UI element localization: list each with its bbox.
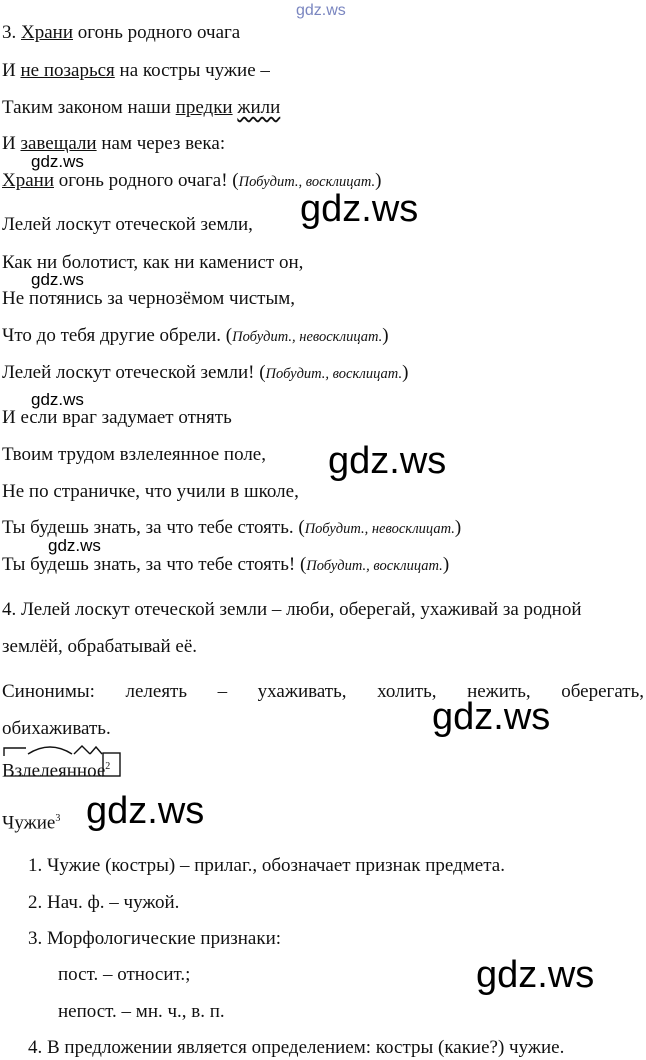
- text-segment: Ты будешь знать, за что тебе стоять! (: [2, 554, 307, 575]
- text-segment: Таким законом наши: [2, 97, 176, 118]
- poem-line-1: [2, 22, 240, 44]
- top-watermark: gdz.ws: [296, 2, 346, 19]
- watermark: gdz.ws: [31, 390, 84, 409]
- text-segment: И: [2, 60, 21, 81]
- text-segment: Лелей лоскут отеческой земли! (: [2, 362, 266, 383]
- text-segment: нам через века:: [96, 133, 226, 154]
- sentence-type-note: Побудит., восклицат.: [238, 174, 376, 190]
- underlined-word: Храни: [2, 170, 54, 191]
- watermark: gdz.ws: [476, 954, 595, 996]
- text-segment: Что до тебя другие обрели. (: [2, 325, 233, 346]
- text-segment: огонь родного очага! (: [54, 170, 239, 191]
- sentence-type-note: Побудит., восклицат.: [265, 366, 403, 382]
- watermark: gdz.ws: [432, 696, 551, 738]
- superscript: 3: [55, 813, 61, 824]
- poem-line-7: Как ни болотист, как ни каменист он,: [2, 252, 304, 273]
- poem-line-12: Твоим трудом взлелеянное поле,: [2, 444, 266, 465]
- underlined-word: завещали: [20, 133, 97, 154]
- poem-line-15: [2, 554, 449, 577]
- superscript: 2: [105, 761, 111, 772]
- item4-line-1: 4. Лелей лоскут отеческой земли – люби, оберегай, ухаживай за родной: [2, 599, 582, 620]
- text-segment: огонь родного очага: [73, 22, 241, 43]
- sentence-type-note: Побудит., невосклицат.: [304, 521, 455, 537]
- poem-line-6: Лелей лоскут отеческой земли,: [2, 214, 253, 235]
- underlined-word: предки: [175, 97, 233, 118]
- analysis-item-3b: непост. – мн. ч., в. п.: [58, 1001, 225, 1022]
- text-segment: ): [454, 517, 462, 538]
- morph-word: Взлелеянное: [2, 760, 106, 782]
- item4-line-2: землёй, обрабатывай её.: [2, 636, 198, 657]
- watermark: gdz.ws: [31, 152, 84, 171]
- text-segment: ): [375, 170, 382, 191]
- text-segment: И: [2, 133, 21, 154]
- text-segment: на костры чужие –: [114, 60, 270, 81]
- poem-line-3: [2, 97, 280, 119]
- sentence-type-note: Побудит., восклицат.: [306, 558, 443, 574]
- watermark: gdz.ws: [328, 440, 447, 482]
- watermark: gdz.ws: [48, 536, 101, 555]
- synonyms-line-2: обихаживать.: [2, 718, 111, 739]
- watermark: gdz.ws: [86, 790, 205, 832]
- poem-line-9: [2, 325, 389, 348]
- watermark: gdz.ws: [31, 270, 84, 289]
- poem-line-11: И если враг задумает отнять: [2, 407, 232, 428]
- analysis-item-1: 1. Чужие (костры) – прилаг., обозначает признак предмета.: [28, 855, 505, 876]
- sentence-type-note: Побудит., невосклицат.: [232, 329, 383, 345]
- analysis-item-3: 3. Морфологические признаки:: [28, 928, 282, 949]
- item-number: 3.: [2, 22, 17, 43]
- text-segment: ): [382, 325, 389, 346]
- wavy-underlined-word: жили: [237, 97, 281, 118]
- analysis-item-4: 4. В предложении является определением: костры (какие?) чужие.: [28, 1037, 565, 1058]
- poem-line-13: Не по страничке, что учили в школе,: [2, 481, 299, 502]
- text-segment: Ты будешь знать, за что тебе стоять. (: [2, 517, 305, 538]
- poem-line-2: [2, 60, 270, 82]
- underlined-word: Храни: [21, 22, 73, 43]
- poem-line-10: [2, 362, 408, 385]
- synonyms-text: Синонимы: лелеять – ухаживать, холить, нежить, оберегать,: [2, 681, 644, 702]
- watermark: gdz.ws: [300, 188, 419, 230]
- analysis-item-2: 2. Нач. ф. – чужой.: [28, 892, 180, 913]
- analysis-item-3a: пост. – относит.;: [58, 964, 191, 985]
- word-chuzhie: [2, 808, 60, 834]
- morph-word: Чужие: [2, 812, 56, 834]
- poem-line-8: Не потянись за чернозёмом чистым,: [2, 288, 296, 309]
- text-segment: ): [402, 362, 409, 383]
- underlined-word: не позарься: [20, 60, 115, 81]
- text-segment: ): [442, 554, 450, 575]
